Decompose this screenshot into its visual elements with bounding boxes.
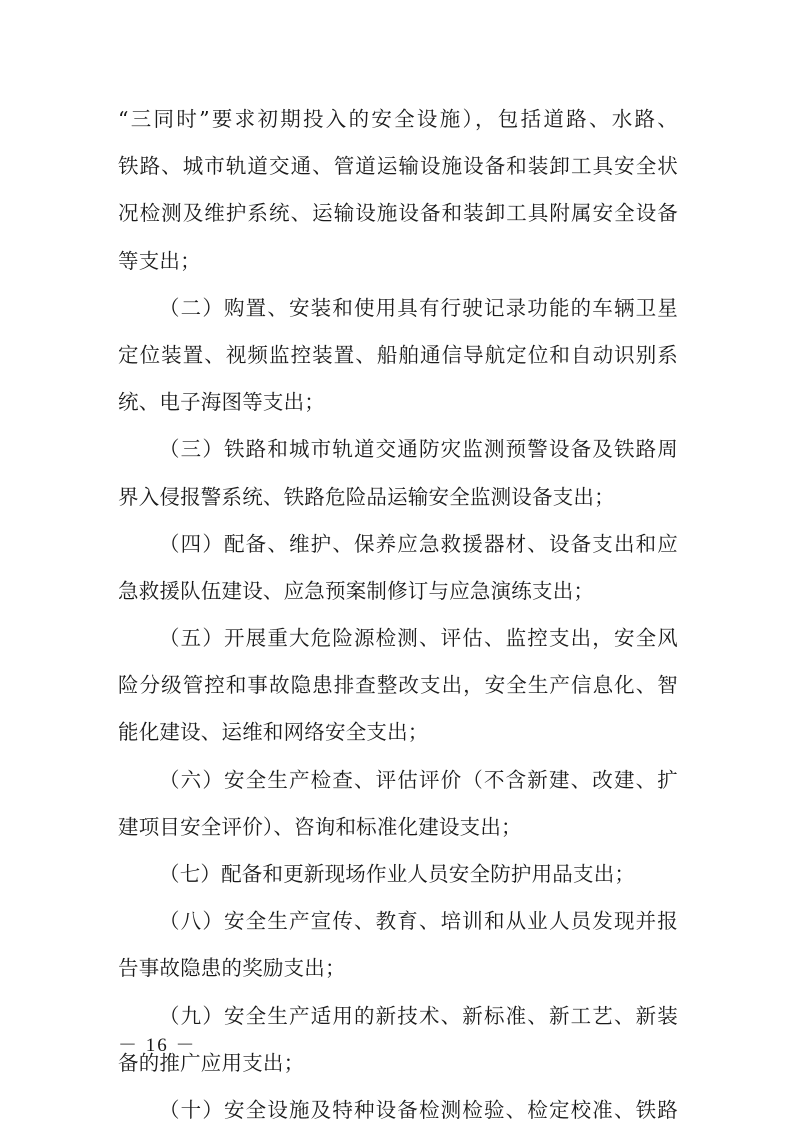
text-line: 界入侵报警系统、铁路危险品运输安全监测设备支出；	[118, 484, 615, 509]
text-line: （二）购置、安装和使用具有行驶记录功能的车辆卫星	[159, 295, 678, 320]
text-line: （六）安全生产检查、评估评价（不含新建、改建、扩	[159, 767, 678, 792]
text-line: 况检测及维护系统、运输设施设备和装卸工具附属安全设备	[118, 201, 678, 226]
text-line: （七）配备和更新现场作业人员安全防护用品支出；	[159, 862, 636, 886]
text-line: 能化建设、运维和网络安全支出；	[118, 720, 429, 745]
text-line: （五）开展重大危险源检测、评估、监控支出，安全风	[159, 626, 678, 651]
body-text	[118, 96, 678, 1134]
text-line: 等支出；	[118, 248, 201, 273]
text-line: （八）安全生产宣传、教育、培训和从业人员发现并报	[159, 909, 678, 934]
text-line: “三同时”要求初期投入的安全设施），包括道路、水路、	[118, 107, 678, 131]
text-line: 统、电子海图等支出；	[118, 390, 325, 415]
text-line: 险分级管控和事故隐患排查整改支出，安全生产信息化、智	[118, 673, 678, 698]
text-line: 备的推广应用支出；	[118, 1050, 305, 1075]
page-number: － 16 －	[118, 1035, 197, 1056]
text-line: 铁路、城市轨道交通、管道运输设施设备和装卸工具安全状	[118, 154, 678, 179]
text-line: （十）安全设施及特种设备检测检验、检定校准、铁路	[159, 1097, 678, 1122]
text-line: （三）铁路和城市轨道交通防灾监测预警设备及铁路周	[159, 437, 678, 462]
text-line: （四）配备、维护、保养应急救援器材、设备支出和应	[159, 531, 678, 556]
text-line: （九）安全生产适用的新技术、新标准、新工艺、新装	[159, 1003, 678, 1028]
text-line: 定位装置、视频监控装置、船舶通信导航定位和自动识别系	[118, 342, 678, 367]
text-line: 告事故隐患的奖励支出；	[118, 956, 346, 981]
text-line: 急救援队伍建设、应急预案制修订与应急演练支出；	[118, 578, 595, 603]
text-line: 建项目安全评价）、咨询和标准化建设支出；	[118, 814, 522, 839]
